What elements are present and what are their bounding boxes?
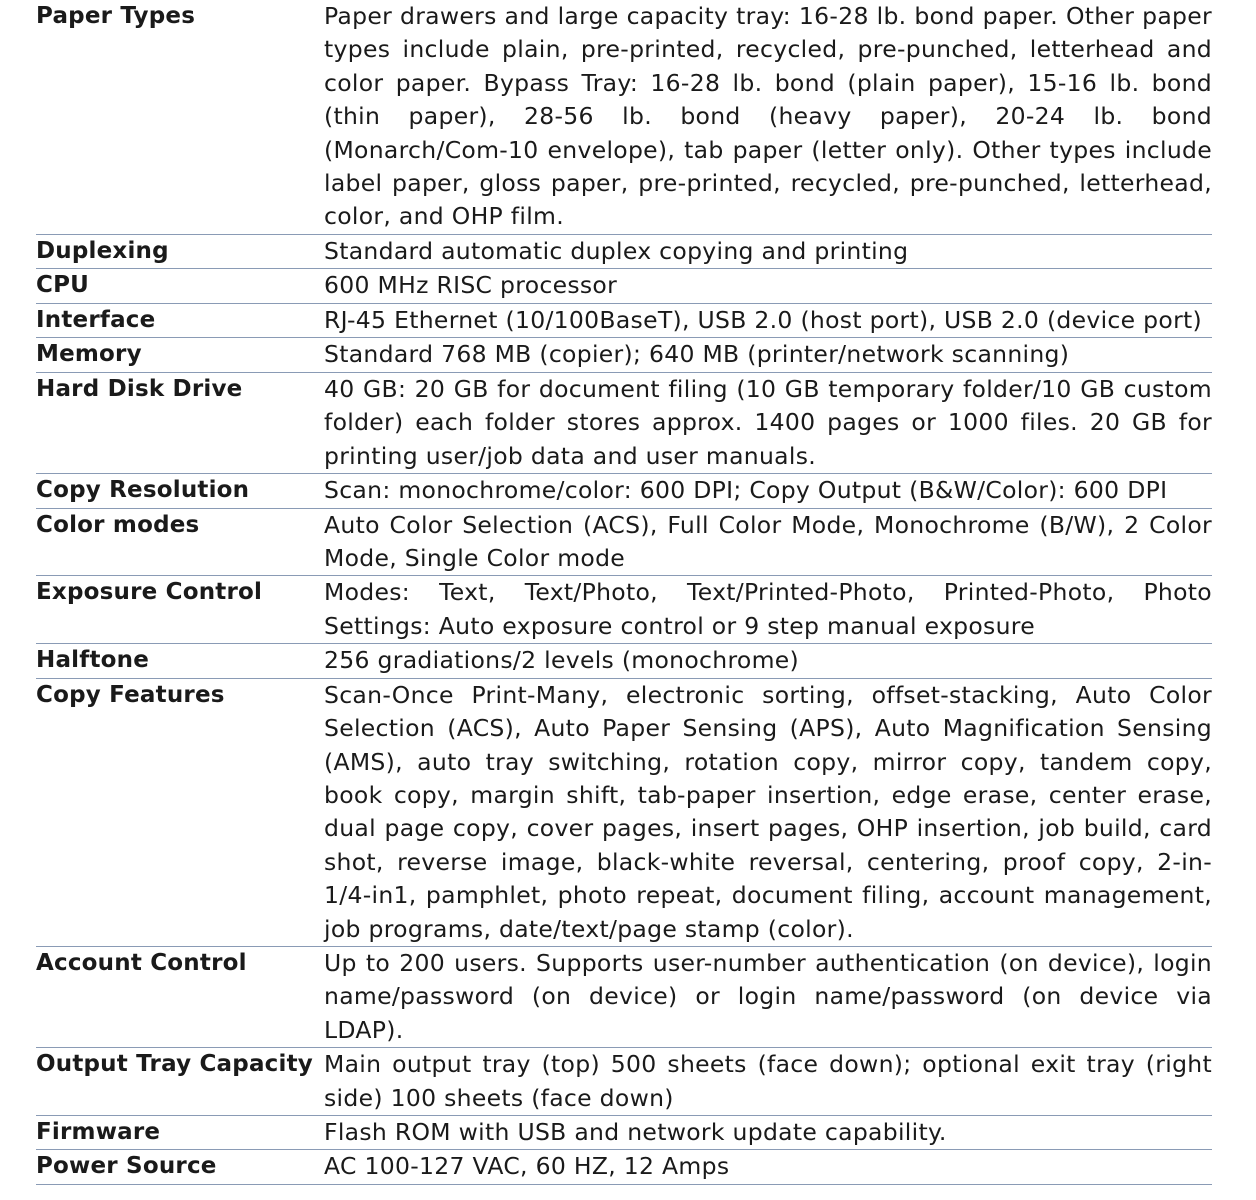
spec-row-halftone [36,644,1212,679]
spec-row-output-tray-capacity [36,1048,1212,1116]
spec-label: Power Source [36,1153,217,1180]
spec-value: Standard automatic duplex copying and printing [324,236,909,265]
spec-value: 256 gradiations/2 levels (monochrome) [324,646,800,675]
spec-row-copy-features [36,679,1212,947]
spec-row-hard-disk-drive [36,373,1212,474]
spec-label: Paper Types [36,3,196,29]
spec-value: Standard 768 MB (copier); 640 MB (printer/network scanning) [324,340,1070,369]
spec-label: Halftone [36,647,150,674]
spec-label: Copy Features [36,681,225,708]
spec-label: Interface [36,306,156,333]
spec-label: Exposure Control [36,579,263,606]
spec-row-cpu [36,269,1212,304]
spec-value: Scan-Once Print-Many, electronic sorting, offset-stacking, Auto Color Selection (ACS), Auto Paper Sensing (APS), Auto Magnification Sensing (AMS), auto tray switching, rotation copy, mirror copy, tandem copy, book copy, margin shift, tab-paper insertion, edge erase, center erase, dual page copy, cover pages, insert pages, OHP insertion, job build, card shot, reverse image, black-white reversal, centering, proof copy, 2-in-1/4-in1, pamphlet, photo repeat, document filing, account management, job programs, date/text/page stamp (color). [324,680,1212,943]
spec-value: Scan: monochrome/color: 600 DPI; Copy Output (B&W/Color): 600 DPI [324,476,1168,505]
spec-row-duplexing [36,235,1212,270]
spec-value: RJ-45 Ethernet (10/100BaseT), USB 2.0 (host port), USB 2.0 (device port) [324,305,1203,334]
spec-label: Hard Disk Drive [36,375,243,402]
spec-row-exposure-control [36,576,1212,644]
spec-label: Firmware [36,1118,161,1145]
spec-row-copy-resolution [36,474,1212,509]
spec-row-color-modes [36,509,1212,577]
spec-value: Paper drawers and large capacity tray: 16-28 lb. bond paper. Other paper types include plain, pre-printed, recycled, pre-punched, letterhead and color paper. Bypass Tray: 16-28 lb. bond (plain paper), 15-16 lb. bond (thin paper), 28-56 lb. bond (heavy paper), 20-24 lb. bond (Monarch/Com-10 envelope), tab paper (letter only). Other types include label paper, gloss paper, pre-printed, recycled, pre-punched, letterhead, color, and OHP film. [324,2,1212,231]
spec-label: CPU [36,272,90,299]
spec-label: Color modes [36,511,200,538]
spec-value: Up to 200 users. Supports user-number authentication (on device), login name/password (on device) or login name/password (on device via LDAP). [324,948,1212,1044]
spec-value: Modes: Text, Text/Photo, Text/Printed-Photo, Printed-Photo, Photo Settings: Auto exposure control or 9 step manual exposure [324,578,1212,640]
spec-row-memory [36,338,1212,373]
spec-value: AC 100-127 VAC, 60 HZ, 12 Amps [324,1152,730,1181]
spec-table [36,0,1212,1185]
spec-row-paper-types [36,0,1212,235]
spec-row-power-source [36,1150,1212,1185]
spec-label: Output Tray Capacity [36,1051,313,1078]
spec-label: Memory [36,341,142,368]
spec-row-account-control [36,947,1212,1048]
spec-value: Main output tray (top) 500 sheets (face down); optional exit tray (right side) 100 sheets (face down) [324,1050,1212,1112]
spec-row-interface [36,304,1212,339]
spec-value: Flash ROM with USB and network update capability. [324,1117,947,1146]
spec-label: Account Control [36,949,247,976]
spec-value: 40 GB: 20 GB for document filing (10 GB temporary folder/10 GB custom folder) each folder stores approx. 1400 pages or 1000 files. 20 GB for printing user/job data and user manuals. [324,374,1212,470]
spec-value: 600 MHz RISC processor [324,271,618,300]
spec-label: Duplexing [36,237,169,264]
spec-row-firmware [36,1116,1212,1151]
spec-label: Copy Resolution [36,477,250,504]
spec-value: Auto Color Selection (ACS), Full Color Mode, Monochrome (B/W), 2 Color Mode, Single Color mode [324,510,1212,572]
